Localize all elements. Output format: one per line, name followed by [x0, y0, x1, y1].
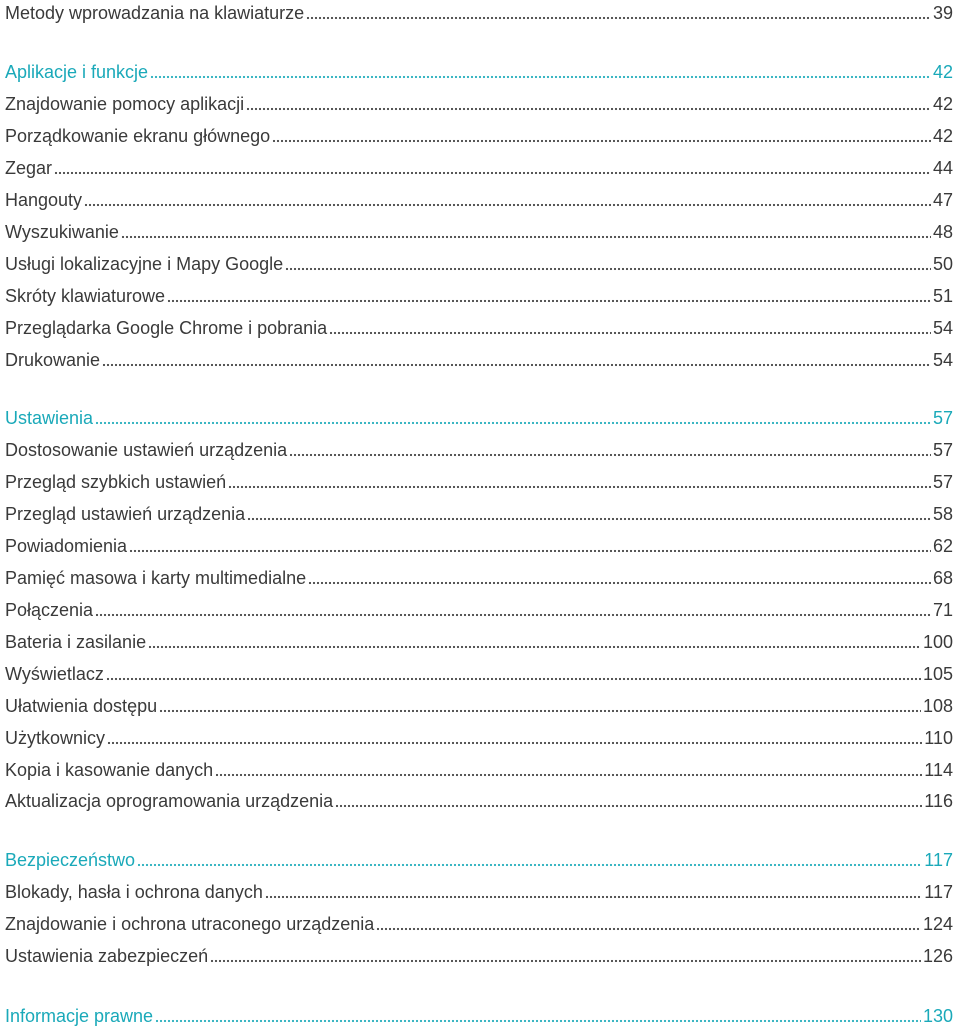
- toc-entry-page-number: 42: [932, 61, 953, 82]
- toc-entry-page-number: 117: [924, 881, 953, 902]
- toc-entry-title: Skróty klawiaturowe: [5, 285, 166, 306]
- toc-entry-title: Znajdowanie pomocy aplikacji: [5, 93, 245, 114]
- toc-entry-page-number: 130: [922, 1005, 953, 1026]
- toc-entry-page-number: 116: [924, 790, 953, 811]
- dot-leader: [285, 267, 931, 271]
- toc-entry-title: Przegląd ustawień urządzenia: [5, 503, 246, 524]
- toc-entry-page-number: 114: [924, 759, 953, 780]
- toc-entry-page-number: 71: [932, 599, 953, 620]
- toc-section-entry[interactable]: [5, 1001, 953, 1031]
- toc-entry[interactable]: [5, 249, 953, 279]
- toc-section-entry[interactable]: [5, 403, 953, 433]
- toc-entry-title: Bezpieczeństwo: [5, 849, 136, 870]
- toc-entry[interactable]: [5, 313, 953, 343]
- dot-leader: [329, 331, 931, 335]
- toc-entry[interactable]: [5, 121, 953, 151]
- toc-entry[interactable]: [5, 723, 953, 753]
- toc-entry-title: Hangouty: [5, 189, 83, 210]
- toc-entry-title: Kopia i kasowanie danych: [5, 759, 214, 780]
- toc-entry-page-number: 62: [932, 535, 953, 556]
- dot-leader: [107, 741, 922, 745]
- toc-entry-title: Usługi lokalizacyjne i Mapy Google: [5, 253, 284, 274]
- toc-entry[interactable]: [5, 467, 953, 497]
- toc-entry-title: Przeglądarka Google Chrome i pobrania: [5, 317, 328, 338]
- toc-entry-page-number: 42: [932, 93, 953, 114]
- toc-entry-title: Przegląd szybkich ustawień: [5, 471, 227, 492]
- dot-leader: [129, 549, 931, 553]
- toc-entry[interactable]: [5, 185, 953, 215]
- toc-entry-title: Ustawienia: [5, 407, 94, 428]
- dot-leader: [289, 453, 931, 457]
- dot-leader: [150, 75, 931, 79]
- toc-entry-page-number: 54: [932, 317, 953, 338]
- toc-entry-page-number: 54: [932, 349, 953, 370]
- toc-entry[interactable]: [5, 0, 953, 28]
- toc-entry-page-number: 51: [932, 285, 953, 306]
- dot-leader: [167, 299, 931, 303]
- toc-entry[interactable]: [5, 755, 953, 785]
- dot-leader: [272, 139, 931, 143]
- toc-entry-page-number: 105: [922, 663, 953, 684]
- toc-entry-page-number: 68: [932, 567, 953, 588]
- dot-leader: [376, 927, 921, 931]
- toc-entry-title: Metody wprowadzania na klawiaturze: [5, 2, 305, 23]
- dot-leader: [247, 517, 931, 521]
- toc-entry[interactable]: [5, 909, 953, 939]
- toc-entry[interactable]: [5, 531, 953, 561]
- toc-entry-title: Zegar: [5, 157, 53, 178]
- dot-leader: [335, 804, 922, 808]
- toc-entry-title: Informacje prawne: [5, 1005, 154, 1026]
- toc-entry-title: Wyświetlacz: [5, 663, 104, 684]
- toc-entry-page-number: 44: [932, 157, 953, 178]
- dot-leader: [308, 581, 931, 585]
- toc-entry-title: Drukowanie: [5, 349, 101, 370]
- toc-entry-page-number: 100: [922, 631, 953, 652]
- toc-entry[interactable]: [5, 89, 953, 119]
- toc-entry[interactable]: [5, 659, 953, 689]
- dot-leader: [148, 645, 921, 649]
- dot-leader: [210, 959, 921, 963]
- toc-entry[interactable]: [5, 345, 953, 375]
- dot-leader: [228, 485, 931, 489]
- toc-entry-page-number: 50: [932, 253, 953, 274]
- toc-entry-title: Ułatwienia dostępu: [5, 695, 158, 716]
- toc-entry[interactable]: [5, 786, 953, 816]
- toc-entry[interactable]: [5, 877, 953, 907]
- toc-entry-title: Aplikacje i funkcje: [5, 61, 149, 82]
- dot-leader: [246, 107, 931, 111]
- dot-leader: [265, 895, 922, 899]
- dot-leader: [95, 421, 931, 425]
- toc-entry[interactable]: [5, 435, 953, 465]
- toc-entry-page-number: 57: [932, 407, 953, 428]
- toc-entry[interactable]: [5, 563, 953, 593]
- dot-leader: [121, 235, 931, 239]
- toc-entry-title: Blokady, hasła i ochrona danych: [5, 881, 263, 902]
- toc-entry-page-number: 48: [932, 221, 953, 242]
- toc-entry[interactable]: [5, 941, 953, 971]
- toc-entry[interactable]: [5, 691, 953, 721]
- toc-entry-page-number: 57: [932, 471, 953, 492]
- dot-leader: [306, 16, 931, 20]
- toc-entry[interactable]: [5, 499, 953, 529]
- dot-leader: [54, 171, 931, 175]
- dot-leader: [95, 613, 931, 617]
- toc-section-entry[interactable]: [5, 57, 953, 87]
- dot-leader: [106, 677, 921, 681]
- toc-entry[interactable]: [5, 595, 953, 625]
- toc-entry-page-number: 39: [932, 2, 953, 23]
- dot-leader: [155, 1019, 921, 1023]
- toc-entry-page-number: 58: [932, 503, 953, 524]
- toc-entry-title: Ustawienia zabezpieczeń: [5, 945, 209, 966]
- toc-entry-page-number: 117: [924, 849, 953, 870]
- toc-entry-title: Znajdowanie i ochrona utraconego urządzenia: [5, 913, 375, 934]
- dot-leader: [159, 709, 921, 713]
- toc-entry-title: Pamięć masowa i karty multimedialne: [5, 567, 307, 588]
- toc-entry-page-number: 47: [932, 189, 953, 210]
- toc-entry-title: Powiadomienia: [5, 535, 128, 556]
- toc-entry-title: Porządkowanie ekranu głównego: [5, 125, 271, 146]
- toc-entry-title: Wyszukiwanie: [5, 221, 119, 242]
- toc-entry[interactable]: [5, 627, 953, 657]
- toc-entry-page-number: 108: [922, 695, 953, 716]
- toc-entry[interactable]: [5, 281, 953, 311]
- dot-leader: [102, 363, 931, 367]
- toc-entry-title: Aktualizacja oprogramowania urządzenia: [5, 790, 334, 811]
- toc-entry[interactable]: [5, 153, 953, 183]
- dot-leader: [215, 773, 922, 777]
- dot-leader: [137, 863, 922, 867]
- toc-entry-title: Dostosowanie ustawień urządzenia: [5, 439, 288, 460]
- toc-entry-page-number: 124: [922, 913, 953, 934]
- toc-entry-title: Połączenia: [5, 599, 94, 620]
- toc-entry[interactable]: [5, 217, 953, 247]
- toc-section-entry[interactable]: [5, 845, 953, 875]
- dot-leader: [84, 203, 931, 207]
- toc-entry-title: Bateria i zasilanie: [5, 631, 147, 652]
- toc-entry-page-number: 57: [932, 439, 953, 460]
- toc-entry-title: Użytkownicy: [5, 727, 106, 748]
- toc-entry-page-number: 110: [924, 727, 953, 748]
- toc-entry-page-number: 126: [922, 945, 953, 966]
- toc-entry-page-number: 42: [932, 125, 953, 146]
